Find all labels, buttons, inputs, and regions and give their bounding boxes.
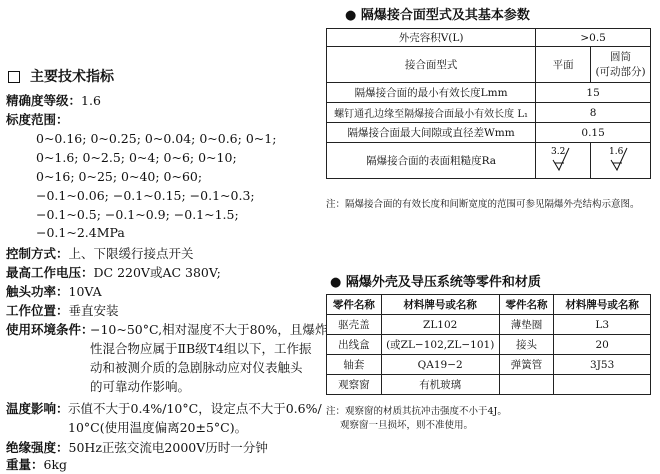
table-cell: 接头 [499,335,554,355]
env-line: −10~50°C,相对湿度不大于80%，且爆炸 [90,322,328,337]
env-line: 性混合物应属于ⅡB级T4组以下，工作振 [90,341,312,356]
table-row [327,83,651,103]
table-row [327,29,651,47]
table-cell: >0.5 [536,29,651,47]
table-row [327,103,651,123]
table-cell: ZL102 [381,315,499,335]
table-cell: 观察窗 [327,375,382,395]
table-row [327,335,651,355]
table-row [327,123,651,143]
joint-section-title: ● 隔爆接合面型式及其基本参数 [345,8,530,23]
table-cell: 15 [536,83,651,103]
table-cell: L3 [554,315,651,335]
roughness-symbol-icon [605,144,637,174]
contact-power-row: 触头功率：10VA [6,284,102,299]
weight-row: 重量：6kg [6,457,68,472]
precision-value: 1.6 [81,93,101,108]
svg-text:1.6: 1.6 [608,147,623,157]
range-line: 0~0.16; 0~0.25; 0~0.04; 0~0.6; 0~1; [36,131,277,146]
table-cell: 隔爆接合面最大间隙或直径差Wmm [327,123,536,143]
table-cell: 轴套 [327,355,382,375]
max-voltage-row: 最高工作电压：DC 220V或AC 380V; [6,265,221,280]
table-cell: (或ZL−102,ZL−101) [381,335,499,355]
roughness-symbol-icon [547,144,579,174]
table-header-cell: 零件名称 [327,295,382,315]
svg-text:3.2: 3.2 [551,147,566,157]
parts-note: 观察窗一旦损坏，则不准使用。 [340,420,474,431]
table-row [327,47,651,83]
table-cell: 驱壳盖 [327,315,382,335]
temp-line: 示值不大于0.4%/10°C，设定点不大于0.6%/ [68,401,322,416]
table-cell: 薄垫圈 [499,315,554,335]
table-cell: 出线盒 [327,335,382,355]
control-row: 控制方式：上、下限缓行接点开关 [6,246,194,261]
range-line: −0.1~0.5; −0.1~0.9; −0.1~1.5; [36,207,239,222]
table-row [327,375,651,395]
table-cell [536,143,591,179]
table-cell: 有机玻璃 [381,375,499,395]
joint-note: 注：隔爆接合面的有效长度和间断宽度的范围可参见隔爆外壳结构示意图。 [326,199,640,210]
range-label: 标度范围： [6,112,69,127]
table-header-cell: 材料牌号或名称 [381,295,499,315]
table-cell: 3J53 [554,355,651,375]
joint-params-table [326,28,651,179]
table-cell: 0.15 [536,123,651,143]
parts-table [326,294,651,395]
range-line: 0~16; 0~25; 0~40; 0~60; [36,169,203,184]
table-cell: 圆筒 (可动部分) [591,47,651,83]
insulation-row: 绝缘强度：50Hz正弦交流电2000V历时一分钟 [6,440,268,455]
table-cell: 20 [554,335,651,355]
table-cell: QA19−2 [381,355,499,375]
table-cell: 螺钉通孔边缘至隔爆接合面最小有效长度 L₁ [327,103,536,123]
table-cell: 8 [536,103,651,123]
table-cell: 外壳容积V(L) [327,29,536,47]
temp-label: 温度影响： [6,401,69,416]
table-cell [554,375,651,395]
precision-label: 精确度等级： [6,93,82,108]
parts-note: 注：观察窗的材质其抗冲击强度不小于4J。 [326,406,507,417]
bullet-icon: ● [345,8,357,23]
bullet-icon: ● [330,275,342,290]
table-row [327,143,651,179]
table-cell [591,143,651,179]
table-cell: 隔爆接合面的表面粗糙度Ra [327,143,536,179]
table-cell: 隔爆接合面的最小有效长度Lmm [327,83,536,103]
table-header-cell: 材料牌号或名称 [554,295,651,315]
table-row [327,355,651,375]
position-row: 工作位置：垂直安装 [6,303,119,318]
table-header-row [327,295,651,315]
range-line: −0.1~0.06; −0.1~0.15; −0.1~0.3; [36,188,255,203]
temp-line: 10°C(使用温度偏离20±5°C)。 [68,420,248,435]
table-cell [499,375,554,395]
range-line: −0.1~2.4MPa [36,225,125,240]
spec-heading: 主要技术指标 [8,66,114,86]
table-header-cell: 零件名称 [499,295,554,315]
env-label: 使用环境条件： [6,322,94,337]
env-line: 的可靠动作影响。 [90,379,191,394]
parts-section-title: ● 隔爆外壳及导压系统等零件和材质 [330,275,541,290]
checkbox-square-icon [8,71,20,83]
table-cell: 平面 [536,47,591,83]
table-cell: 接合面型式 [327,47,536,83]
precision-row [6,92,101,110]
table-row [327,315,651,335]
env-line: 动和被测介质的急剧脉动应对仪表触头 [90,360,303,375]
range-line: 0~1.6; 0~2.5; 0~4; 0~6; 0~10; [36,150,237,165]
table-cell: 弹簧管 [499,355,554,375]
